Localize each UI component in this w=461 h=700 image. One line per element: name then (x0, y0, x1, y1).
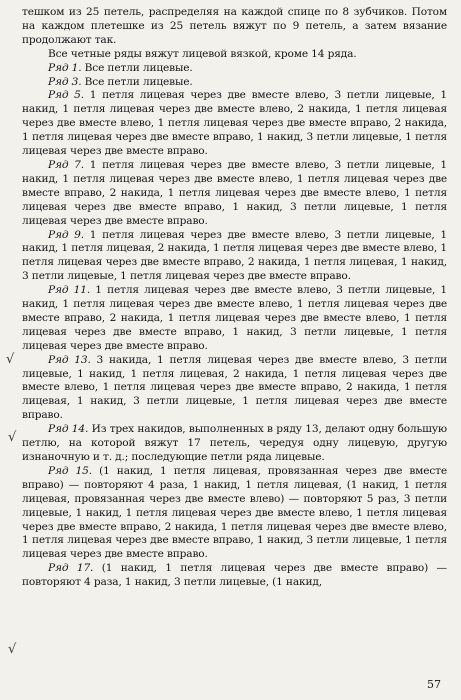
row-label: Ряд 5. (48, 89, 84, 102)
check-mark-icon: √ (8, 642, 17, 657)
row-label: Ряд 11. (48, 284, 91, 297)
row-label: Ряд 14. (48, 423, 89, 436)
paragraph-row-15 (22, 465, 447, 562)
row-label: Ряд 17. (48, 562, 94, 575)
paragraph-text: (1 накид, 1 петля лицевая, провязанная через две вместе вправо) — повторяют 4 раза, 1 накид, 1 петля лицевая, (1 накид, 1 петля лицевая, провязанная через две вместе влево) — повторяют 5 раз, 3 петли лицевые, 1 накид, 1 петля лицевая через две вместе влево, 1 петля лицевая через две вместе вправо, 2 накида, 1 петля лицевая через две вместе влево, 1 петля лицевая через две вместе вправо, 1 накид, 3 петли лицевые, 1 петля лицевая через две вместе вправо. (22, 464, 447, 561)
page-number: 57 (427, 678, 441, 691)
paragraph-text: Все петли лицевые. (81, 75, 193, 88)
check-mark-icon: √ (8, 430, 17, 445)
paragraph-text: 3 накида, 1 петля лицевая через две вместе влево, 3 петли лицевые, 1 накид, 1 петля лицевая, 2 накида, 1 петля лицевая через две вместе влево, 1 петля лицевая через две вместе вправо, 2 накида, 1 петля лицевая, 1 накид, 3 петли лицевые, 1 петля лицевая через две вместе вправо. (22, 353, 447, 422)
paragraph-row-7 (22, 159, 447, 229)
row-label: Ряд 9. (48, 228, 84, 241)
paragraph-text: 1 петля лицевая через две вместе влево, 3 петли лицевые, 1 накид, 1 петля лицевая через две вместе влево, 1 петля лицевая через две вместе вправо, 2 накида, 1 петля лицевая через две вместе влево, 1 петля лицевая через две вместе вправо, 1 накид, 3 петли лицевые, 1 петля лицевая через две вместе вправо. (22, 284, 447, 352)
paragraph-text: 1 петля лицевая через две вместе влево, 3 петли лицевые, 1 накид, 1 петля лицевая через две вместе влево, 2 накида, 1 петля лицевая через две вместе влево, 1 петля лицевая через две вместе вправо, 2 накида, 1 петля лицевая через две вместе вправо, 1 накид, 3 петли лицевые, 1 петля лицевая через две вместе вправо. (22, 89, 447, 158)
paragraph-row-1 (22, 62, 447, 76)
row-label: Ряд 13. (48, 353, 91, 366)
row-label: Ряд 1. (48, 61, 82, 74)
paragraph-even-rows (22, 48, 447, 62)
paragraph-row-5 (22, 89, 447, 159)
row-label: Ряд 15. (48, 464, 92, 477)
paragraph-text: Все петли лицевые. (81, 61, 193, 74)
check-mark-icon: √ (6, 352, 15, 367)
paragraph-intro (22, 6, 447, 48)
paragraph-row-9 (22, 229, 447, 285)
paragraph-text: 1 петля лицевая через две вместе влево, 3 петли лицевые, 1 накид, 1 петля лицевая через две вместе влево, 1 петля лицевая через две вместе вправо, 2 накида, 1 петля лицевая через две вместе влево, 1 петля лицевая через две вместе вправо, 1 накид, 3 петли лицевые, 1 петля лицевая через две вместе вправо. (22, 158, 447, 227)
paragraph-text: Все четные ряды вяжут лицевой вязкой, кроме 14 ряда. (48, 47, 357, 60)
paragraph-text: 1 петля лицевая через две вместе влево, 3 петли лицевые, 1 накид, 1 петля лицевая, 2 накида, 1 петля лицевая через две вместе влево, 1 петля лицевая через две вместе вправо, 2 накида, 1 петля лицевая, 1 накид, 3 петли лицевые, 1 петля лицевая через две вместе вправо. (22, 228, 447, 283)
paragraph-row-11 (22, 284, 447, 354)
paragraph-row-17 (22, 562, 447, 590)
paragraph-row-14 (22, 423, 447, 465)
paragraph-text: (1 накид, 1 петля лицевая через две вместе вправо) — повторяют 4 раза, 1 накид, 3 петли лицевые, (1 накид, (22, 562, 447, 589)
paragraph-text: Из трех накидов, выполненных в ряду 13, делают одну большую петлю, на которой вяжут 17 петель, чередуя одну лицевую, другую изнаночную и т. д.; последующие петли ряда лицевые. (22, 423, 447, 463)
row-label: Ряд 3. (48, 75, 82, 88)
paragraph-row-13 (22, 354, 447, 424)
paragraph-text: тешком из 25 петель, распределяя на каждой спице по 8 зубчиков. Потом на каждом плетешке из 25 петель вяжут по 9 петель, а затем вязание продолжают так. (22, 6, 447, 46)
paragraph-row-3 (22, 76, 447, 90)
row-label: Ряд 7. (48, 158, 84, 171)
